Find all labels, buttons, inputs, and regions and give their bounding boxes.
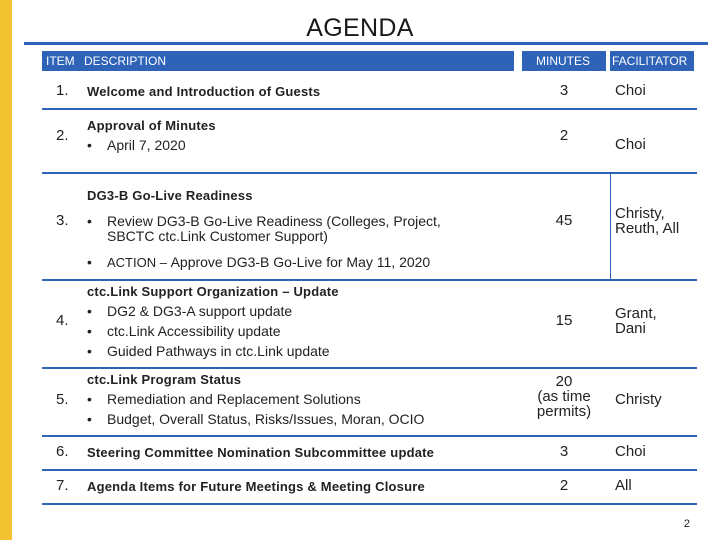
- item-title: Welcome and Introduction of Guests: [87, 84, 321, 99]
- col-facilitator-label: FACILITATOR: [612, 54, 688, 68]
- item-facilitator: Christy: [615, 391, 662, 408]
- accent-bar: [0, 0, 12, 540]
- row-divider: [42, 469, 697, 471]
- page-number: 2: [683, 518, 690, 530]
- item-facilitator: All: [615, 477, 632, 494]
- item-minutes: 3: [559, 443, 569, 460]
- row-divider: [42, 108, 697, 110]
- col-minutes-label: MINUTES: [536, 54, 590, 68]
- header-item-description: [42, 51, 514, 71]
- item-facilitator: Grant, Dani: [615, 305, 657, 337]
- item-bullet-continued: SBCTC ctc.Link Customer Support): [107, 228, 328, 244]
- item-minutes: 45: [555, 212, 573, 229]
- item-facilitator: Christy, Reuth, All: [615, 205, 680, 237]
- action-label: ACTION –: [107, 255, 171, 270]
- item-number: 3.: [56, 212, 69, 229]
- col-item-label: ITEM: [46, 54, 75, 68]
- row-divider: [42, 435, 697, 437]
- item-bullet: • Budget, Overall Status, Risks/Issues, Moran, OCIO: [87, 411, 425, 427]
- header-minutes: [522, 51, 606, 71]
- item-minutes: 2: [559, 127, 569, 144]
- item-bullet: • April 7, 2020: [87, 137, 186, 153]
- item-action: • ACTION – Approve DG3-B Go-Live for May 11, 2020: [87, 254, 431, 270]
- item-bullet: • Guided Pathways in ctc.Link update: [87, 343, 330, 359]
- item-title: Agenda Items for Future Meetings & Meeting Closure: [87, 479, 425, 494]
- title-rule: [24, 42, 708, 45]
- item-title: DG3-B Go-Live Readiness: [87, 188, 253, 203]
- item-facilitator: Choi: [615, 136, 646, 153]
- item-minutes: 2: [559, 477, 569, 494]
- item-number: 1.: [56, 82, 69, 99]
- page-title: AGENDA: [306, 14, 414, 42]
- item-number: 7.: [56, 477, 69, 494]
- item-minutes: 15: [555, 312, 573, 329]
- row-divider: [42, 279, 697, 281]
- row-divider: [42, 503, 697, 505]
- item-title: Steering Committee Nomination Subcommittee update: [87, 445, 435, 460]
- item-number: 2.: [56, 127, 69, 144]
- item-bullet: • DG2 & DG3-A support update: [87, 303, 293, 319]
- header-facilitator: [610, 51, 694, 71]
- item-facilitator: Choi: [615, 443, 646, 460]
- item-bullet: • Review DG3-B Go-Live Readiness (Colleges, Project,: [87, 213, 441, 229]
- item-minutes: 20 (as time permits): [536, 373, 592, 420]
- item-bullet: • Remediation and Replacement Solutions: [87, 391, 361, 407]
- item-number: 4.: [56, 312, 69, 329]
- column-divider: [610, 174, 611, 279]
- item-title: Approval of Minutes: [87, 118, 216, 133]
- col-description-label: DESCRIPTION: [84, 54, 167, 68]
- item-number: 6.: [56, 443, 69, 460]
- item-minutes: 3: [559, 82, 569, 99]
- item-facilitator: Choi: [615, 82, 646, 99]
- row-divider: [42, 367, 697, 369]
- item-bullet: • ctc.Link Accessibility update: [87, 323, 281, 339]
- item-title: ctc.Link Support Organization – Update: [87, 284, 339, 299]
- row-divider: [42, 172, 697, 174]
- item-title: ctc.Link Program Status: [87, 372, 242, 387]
- item-number: 5.: [56, 391, 69, 408]
